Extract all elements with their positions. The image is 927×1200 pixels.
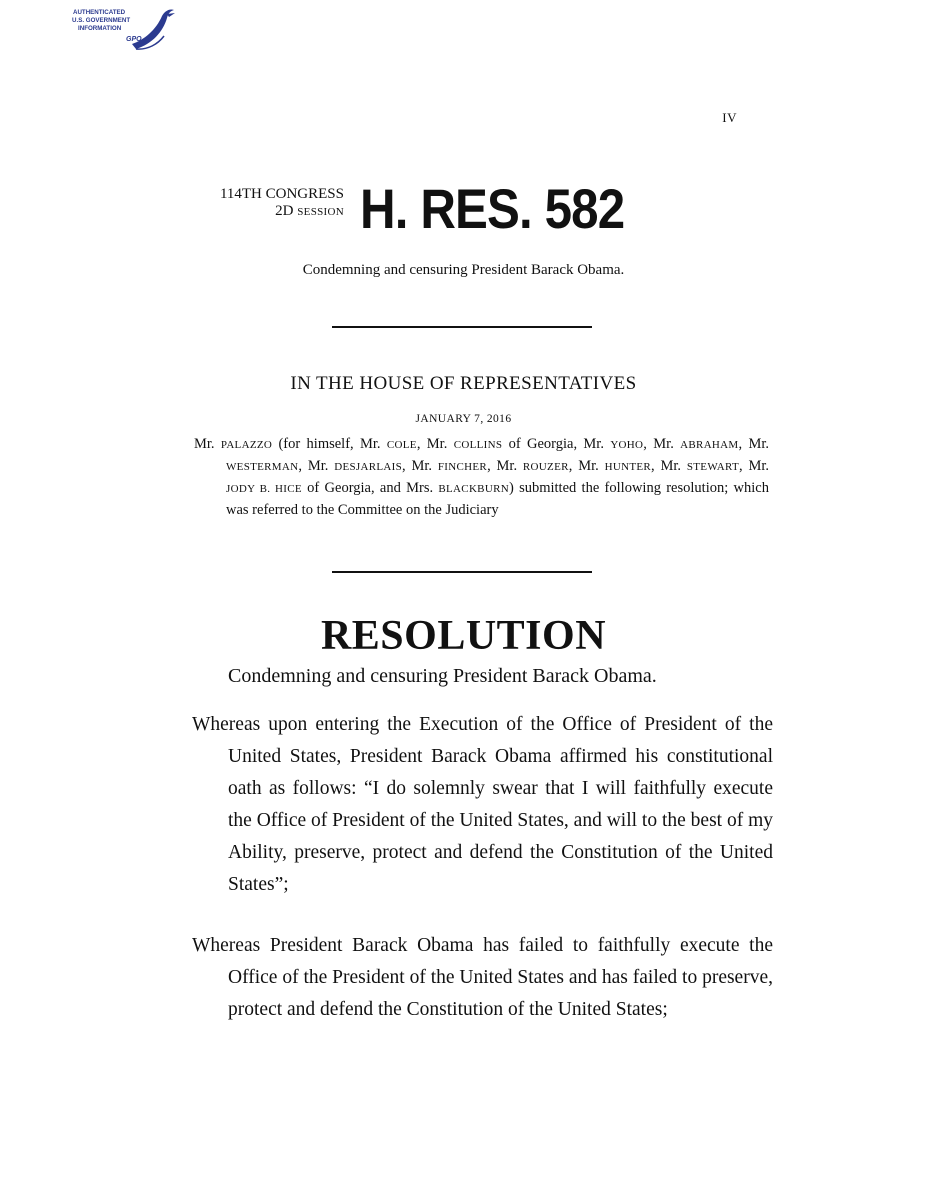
eagle-icon [132, 9, 174, 49]
session-word: SESSION [297, 206, 344, 218]
gpo-authentication-seal [70, 4, 178, 56]
sponsor-text-segment: , Mr. [298, 458, 335, 474]
whereas-clause-1: Whereas upon entering the Execution of the Office of President of the United States, President Barack Obama affirmed his constitutional oath as follows: “I do solemnly swear that I will faithfully execute the Office of President of the United States, and will to the best of my Ability, preserve, protect and defend the Constitution of the United States”; [192, 714, 773, 895]
sponsor-text-segment: , Mr. [643, 436, 681, 452]
sponsor-member-name: COLE [386, 439, 417, 451]
bill-number: H. RES. 582 [360, 177, 625, 240]
seal-line-4: GPO [126, 36, 142, 43]
sponsor-member-name: JODY B. HICE [226, 483, 302, 495]
seal-line-2: U.S. GOVERNMENT [72, 17, 131, 24]
sponsor-text-segment: , Mr. [738, 436, 770, 452]
short-title: Condemning and censuring President Barack Obama. [302, 262, 625, 278]
sponsor-member-name: STEWART [686, 461, 740, 473]
sponsor-member-name: YOHO [610, 439, 644, 451]
divider-rule-top [332, 326, 592, 328]
sponsor-text-segment: of Georgia, and Mrs. [301, 480, 439, 496]
sponsor-member-name: DESJARLAIS [334, 461, 403, 473]
session-label [160, 203, 344, 221]
congress-number: 114TH CONGRESS [219, 186, 344, 202]
sponsor-member-name: ROUZER [522, 461, 569, 473]
divider-rule-bottom [332, 571, 592, 573]
sponsor-member-name: ABRAHAM [680, 439, 739, 451]
intro-date-text: JANUARY 7, 2016 [415, 413, 512, 425]
sponsor-member-name: BLACKBURN [438, 483, 509, 495]
sponsor-text-segment: , Mr. [487, 458, 523, 474]
sponsor-text-segment: , Mr. [416, 436, 454, 452]
session-number: 2D [275, 203, 294, 219]
sponsor-text-segment: , Mr. [402, 458, 438, 474]
sponsor-text-segment: (for himself, Mr. [272, 436, 387, 452]
chamber-heading: IN THE HOUSE OF REPRESENTATIVES [290, 373, 637, 394]
sponsor-text-segment: , Mr. [568, 458, 605, 474]
official-title: Condemning and censuring President Barack Obama. [228, 665, 657, 687]
sponsor-member-name: FINCHER [437, 461, 488, 473]
seal-line-3: INFORMATION [78, 25, 122, 32]
sponsor-text-segment: , Mr. [651, 458, 687, 474]
whereas-clause-2: Whereas President Barack Obama has failed to faithfully execute the Office of the President of the United States and has failed to preserve, protect and defend the Constitution of the United States; [192, 935, 773, 1020]
sponsor-member-name: PALAZZO [220, 439, 273, 451]
sponsor-text-segment: Mr. [194, 436, 221, 452]
sponsor-text-segment: ) submitted the following resolution; which was referred to the Committee on the Judiciary [226, 480, 769, 518]
sponsor-member-name: COLLINS [453, 439, 503, 451]
introduction-date [0, 410, 927, 427]
congress-session-block [160, 186, 344, 221]
sponsor-text-segment: , Mr. [739, 458, 770, 474]
seal-line-1: AUTHENTICATED [73, 9, 126, 16]
sponsor-statement [194, 434, 769, 521]
sponsor-text-segment: of Georgia, Mr. [502, 436, 611, 452]
sponsor-member-name: HUNTER [604, 461, 652, 473]
resolution-heading: RESOLUTION [320, 613, 607, 659]
sponsor-member-name: WESTERMAN [226, 461, 299, 473]
page-version-marker: IV [722, 110, 737, 125]
